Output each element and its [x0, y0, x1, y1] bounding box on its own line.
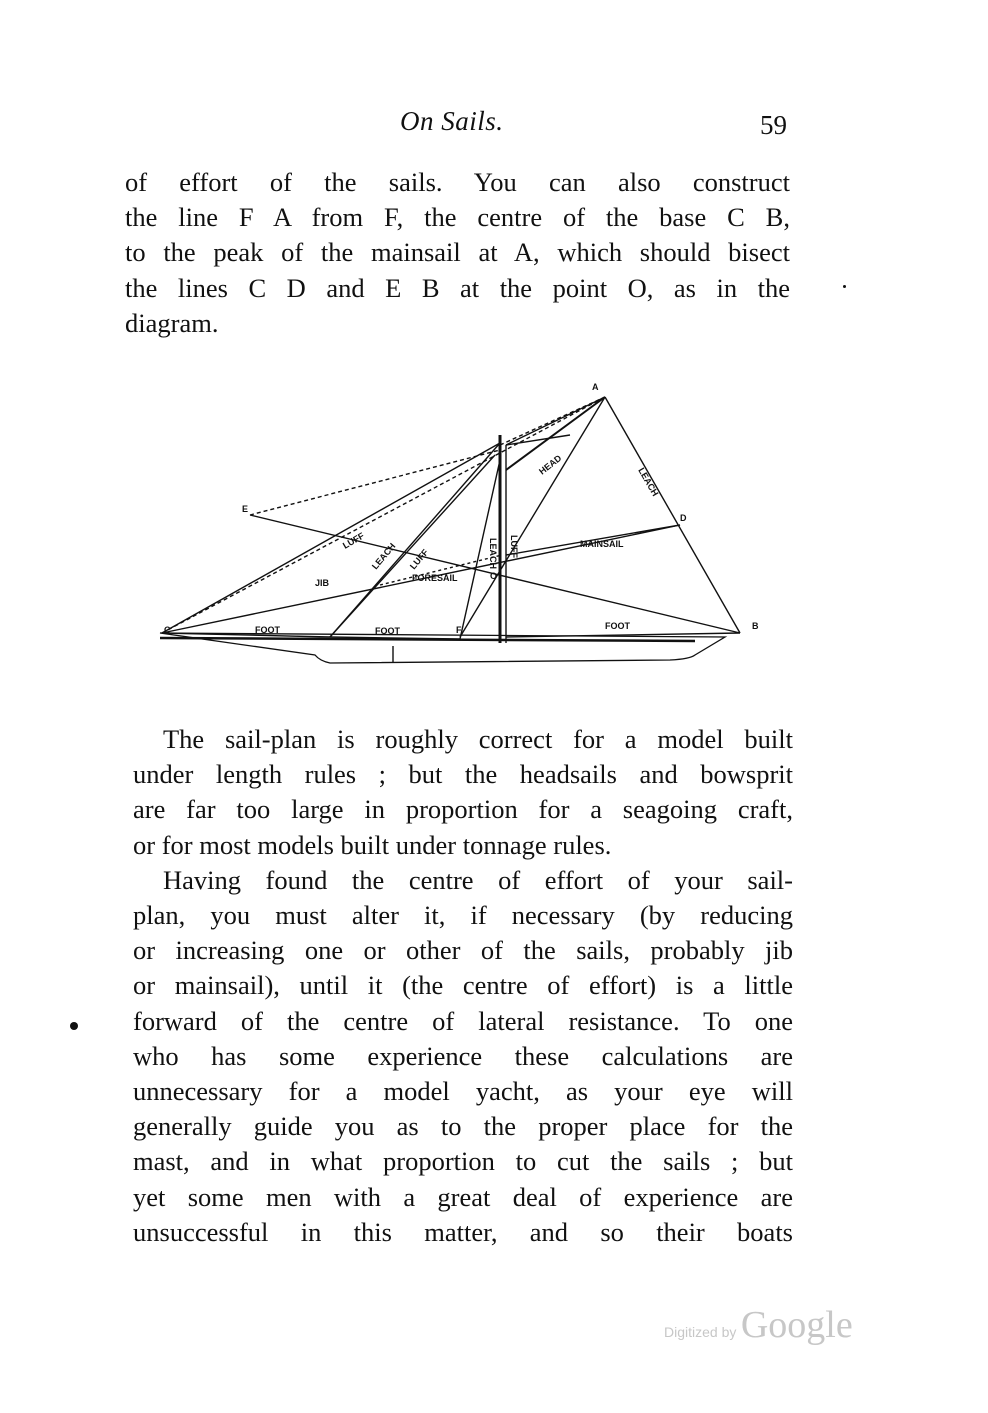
- text-line: to the peak of the mainsail at A, which should bisect: [125, 237, 790, 268]
- label-leach-foresail-vertical: LEACH: [488, 538, 498, 569]
- paragraph-bottom: [133, 722, 793, 1250]
- text-line: who has some experience these calculations are: [133, 1040, 793, 1071]
- margin-speck: [843, 285, 846, 288]
- sail-plan-diagram: [150, 375, 759, 675]
- paragraph-top: [125, 165, 790, 341]
- margin-dot: [70, 1022, 78, 1030]
- watermark-brand: Google: [740, 1304, 853, 1346]
- text-line: Having found the centre of effort of your sail-: [163, 864, 793, 895]
- text-line: unsuccessful in this matter, and so their boats: [133, 1216, 793, 1247]
- label-b: B: [752, 621, 759, 631]
- text-line: the line F A from F, the centre of the base C B,: [125, 202, 790, 233]
- text-line: or for most models built under tonnage rules.: [133, 829, 612, 860]
- text-line: unnecessary for a model yacht, as your eye will: [133, 1076, 793, 1107]
- text-line: generally guide you as to the proper place for the: [133, 1111, 793, 1142]
- text-line: of effort of the sails. You can also construct: [125, 167, 790, 197]
- label-head: HEAD: [537, 452, 564, 477]
- text-line: are far too large in proportion for a seagoing craft,: [133, 794, 793, 825]
- text-line: or increasing one or other of the sails, probably jib: [133, 935, 793, 966]
- label-d: D: [680, 513, 687, 523]
- text-line: or mainsail), until it (the centre of effort) is a little: [133, 970, 793, 1001]
- digitized-watermark: [664, 1303, 853, 1347]
- text-line: diagram.: [125, 307, 219, 338]
- label-e: E: [242, 504, 249, 514]
- label-leach-jib: LEACH: [369, 541, 398, 572]
- text-line: the lines C D and E B at the point O, as in the: [125, 272, 790, 303]
- label-f: F: [456, 625, 462, 635]
- label-leach-mainsail: LEACH: [636, 466, 661, 498]
- label-luff-jib: LUFF: [341, 530, 366, 551]
- label-foresail: FORESAIL: [412, 573, 458, 583]
- text-line: The sail-plan is roughly correct for a model built: [163, 724, 793, 754]
- text-line: yet some men with a great deal of experience are: [133, 1181, 793, 1212]
- text-line: under length rules ; but the headsails and bowsprit: [133, 759, 793, 790]
- text-line: forward of the centre of lateral resistance. To one: [133, 1005, 793, 1036]
- text-line: mast, and in what proportion to cut the sails ; but: [133, 1146, 793, 1177]
- label-luff-foresail: LUFF: [407, 547, 431, 572]
- label-foot-foresail: FOOT: [375, 626, 400, 636]
- running-title: On Sails.: [400, 106, 504, 136]
- text-line: plan, you must alter it, if necessary (by reducing: [133, 900, 793, 931]
- watermark-prefix: Digitized by: [664, 1324, 737, 1340]
- label-jib: JIB: [315, 578, 330, 588]
- label-a: A: [592, 382, 599, 392]
- label-foot-mainsail: FOOT: [605, 621, 630, 631]
- label-luff-mainsail-vertical: LUFF: [509, 535, 519, 558]
- label-o: O: [490, 571, 498, 581]
- label-c: C: [164, 625, 171, 635]
- label-foot-jib: FOOT: [255, 625, 280, 635]
- page-number: 59: [760, 110, 787, 140]
- label-mainsail: MAINSAIL: [580, 539, 624, 549]
